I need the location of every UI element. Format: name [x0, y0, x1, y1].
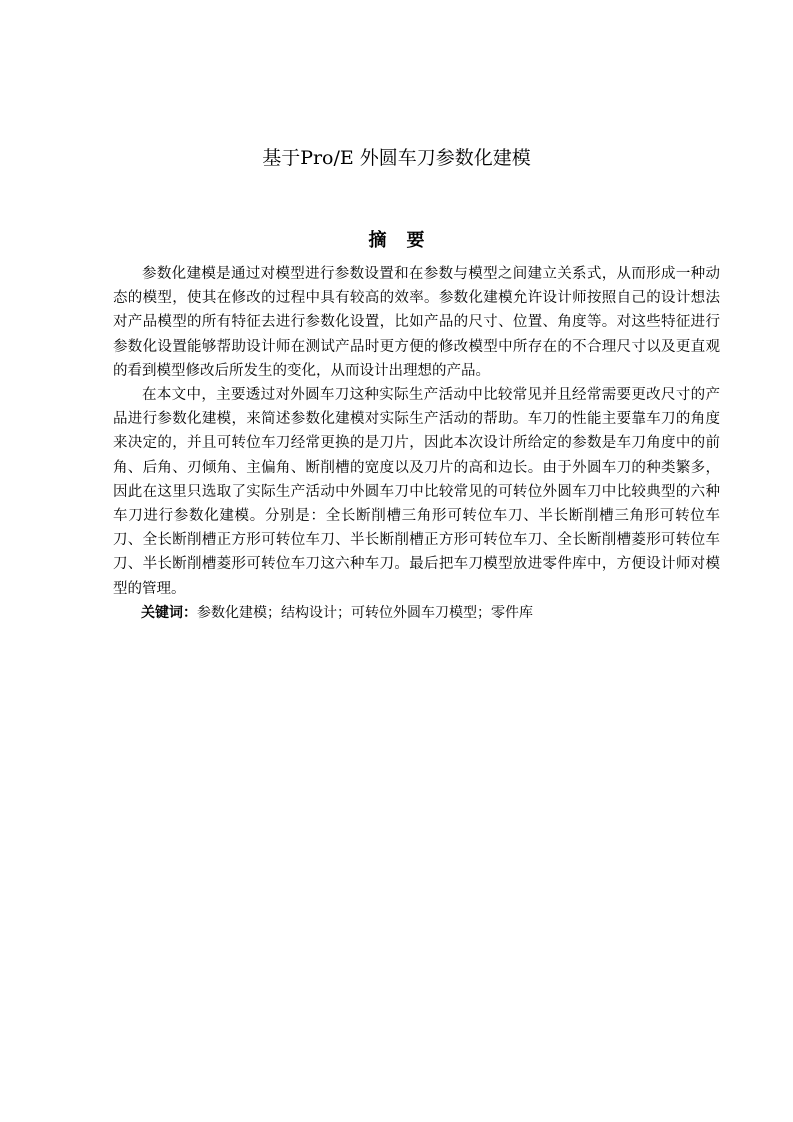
keywords-label: 关键词：: [141, 604, 197, 621]
abstract-heading: 摘要: [368, 230, 445, 251]
abstract-body: [113, 262, 720, 625]
keywords-line: [113, 601, 720, 625]
keywords-text: 参数化建模；结构设计；可转位外圆车刀模型；零件库: [197, 604, 533, 621]
abstract-paragraph-2: 在本文中，主要透过对外圆车刀这种实际生产活动中比较常见并且经常需要更改尺寸的产品进行参数化建模，来简述参数化建模对实际生产活动的帮助。车刀的性能主要靠车刀的角度来决定的，并且可转位车刀经常更换的是刀片，因此本次设计所给定的参数是车刀角度中的前角、后角、刃倾角、主偏角、断削槽的宽度以及刀片的高和边长。由于外圆车刀的种类繁多，因此在这里只选取了实际生产活动中外圆车刀中比较常见的可转位外圆车刀中比较典型的六种车刀进行参数化建模。分别是：全长断削槽三角形可转位车刀、半长断削槽三角形可转位车刀、全长断削槽正方形可转位车刀、半长断削槽正方形可转位车刀、全长断削槽菱形可转位车刀、半长断削槽菱形可转位车刀这六种车刀。最后把车刀模型放进零件库中，方便设计师对模型的管理。: [113, 387, 720, 597]
abstract-paragraph-1: 参数化建模是通过对模型进行参数设置和在参数与模型之间建立关系式，从而形成一种动态的模型，使其在修改的过程中具有较高的效率。参数化建模允许设计师按照自己的设计想法对产品模型的所有特征去进行参数化设置，比如产品的尺寸、位置、角度等。对这些特征进行参数化设置能够帮助设计师在测试产品时更方便的修改模型中所存在的不合理尺寸以及更直观的看到模型修改后所发生的变化，从而设计出理想的产品。: [113, 266, 720, 379]
document-title: 基于Pro/E 外圆车刀参数化建模: [262, 147, 531, 169]
